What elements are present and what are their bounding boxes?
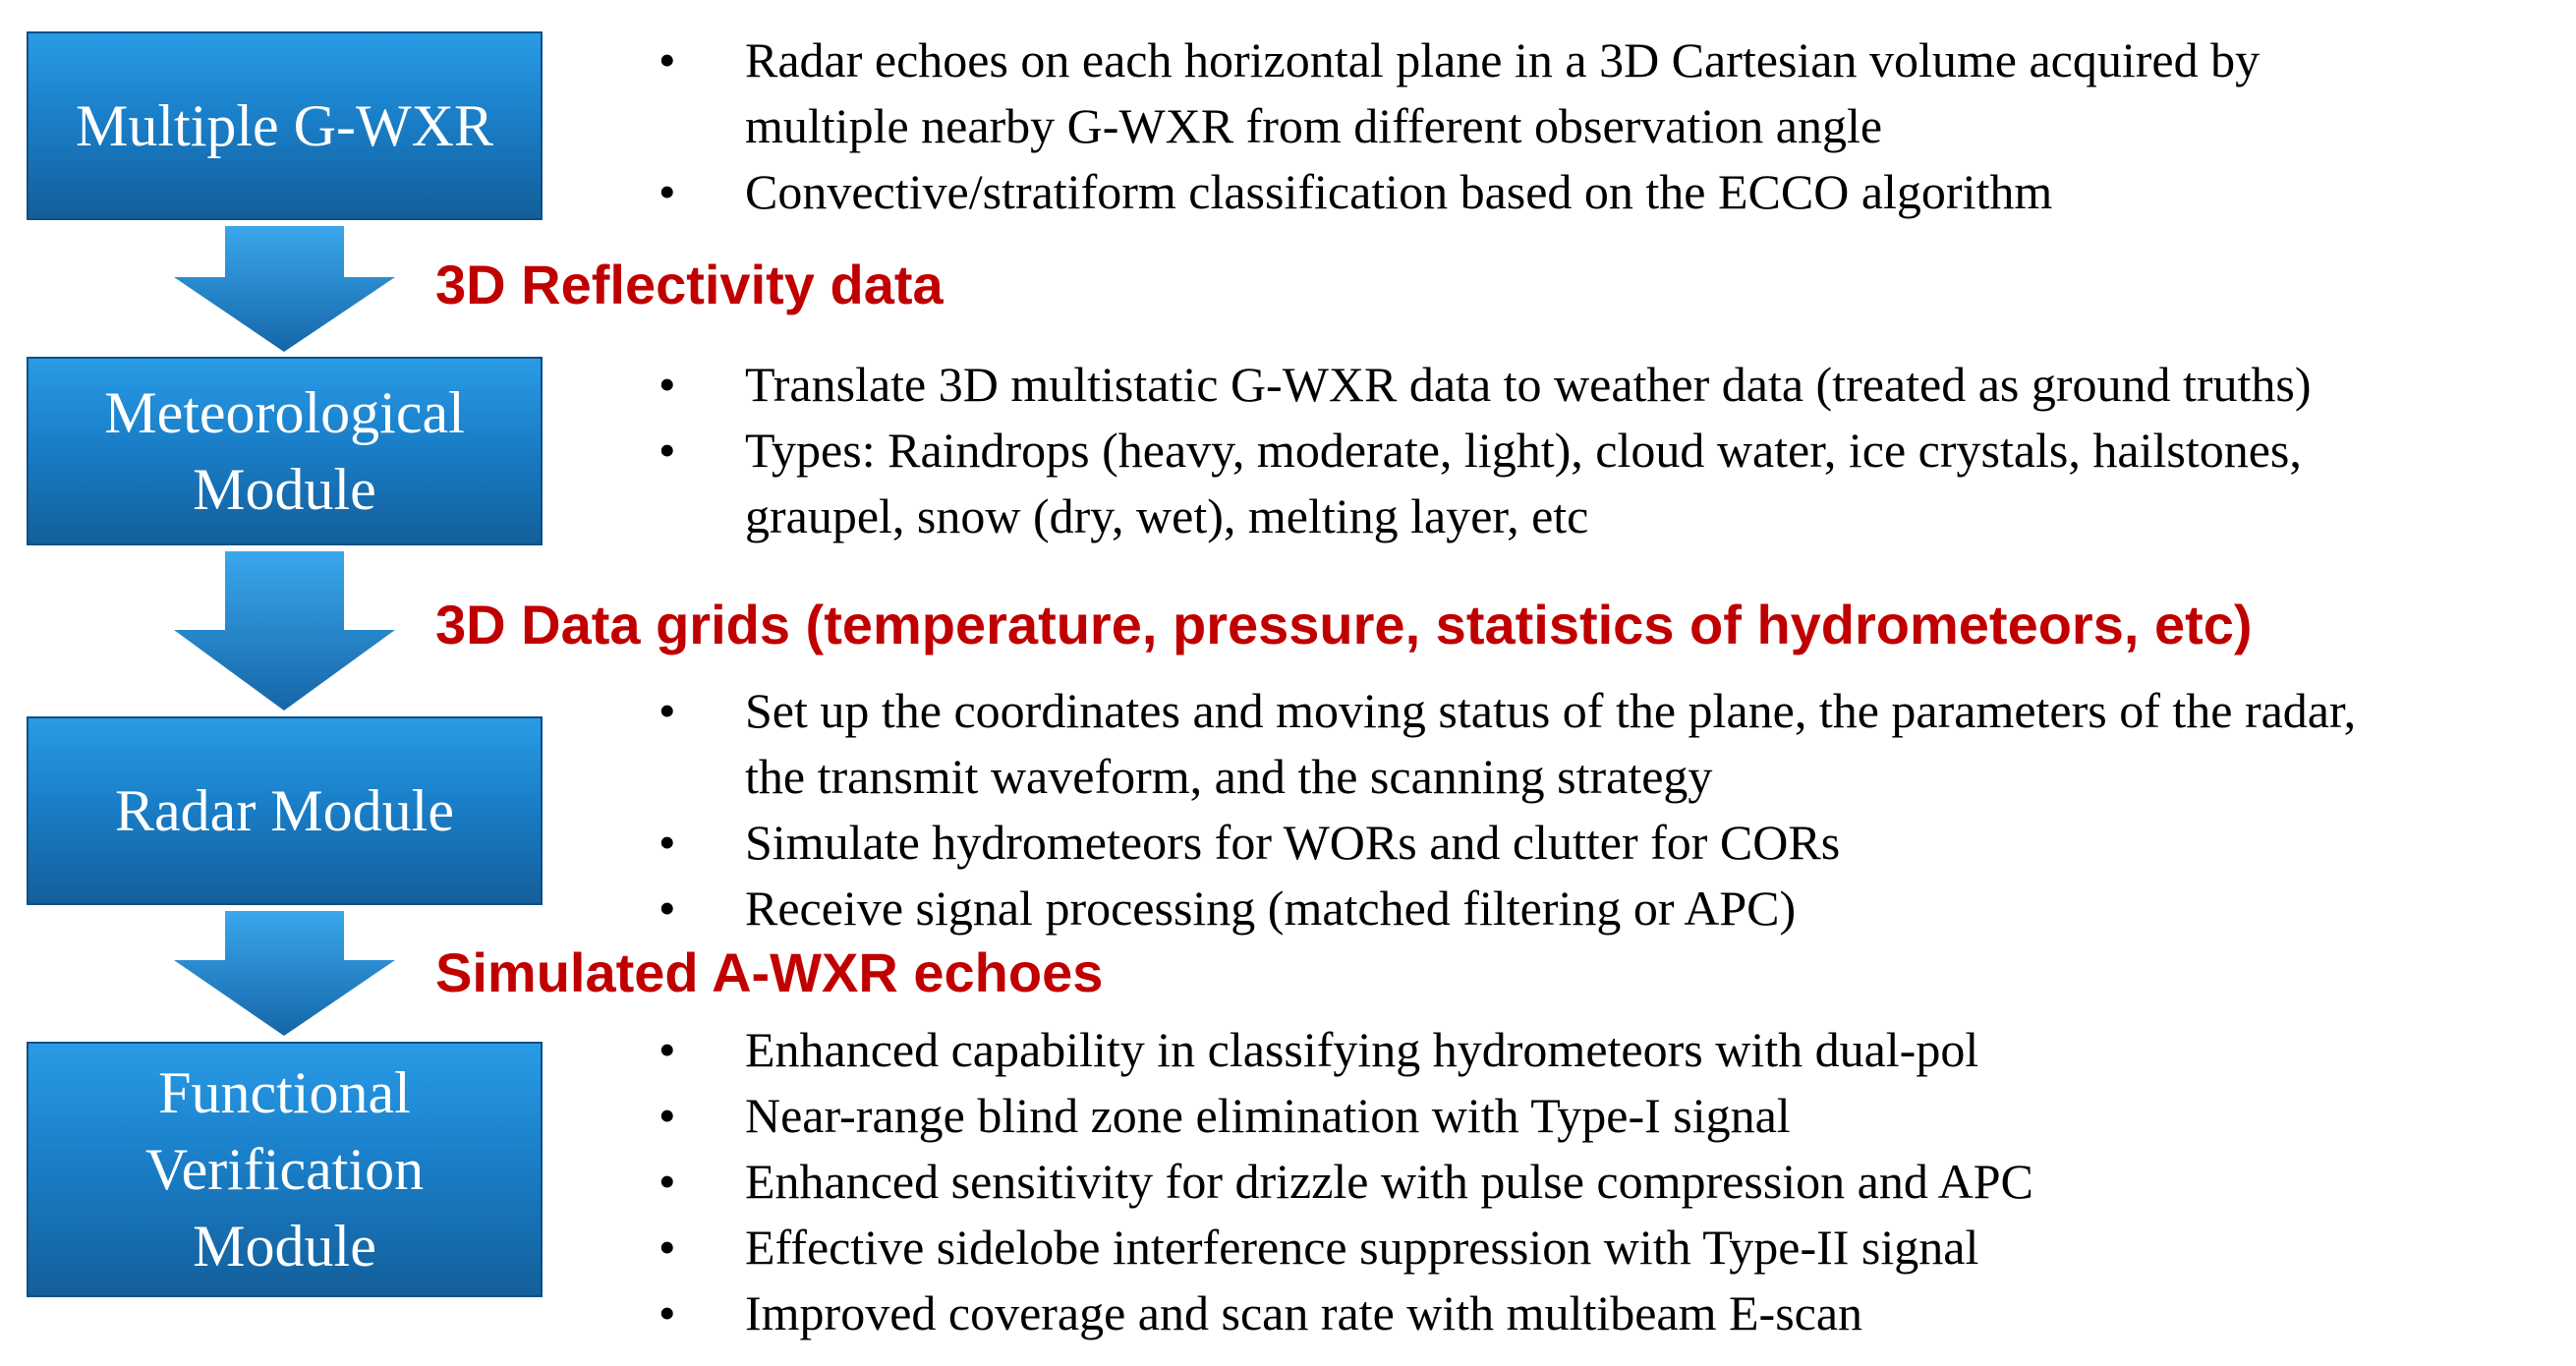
list-item: • Enhanced capability in classifying hydrometeors with dual-pol	[658, 1017, 2033, 1083]
description-list-meteorological	[658, 352, 2312, 549]
module-label-line: Module	[193, 1214, 376, 1279]
module-multiple-gwxr	[27, 31, 543, 220]
module-functional-verification	[27, 1042, 543, 1297]
list-item: • Simulate hydrometeors for WORs and clutter for CORs	[658, 810, 2356, 876]
list-item: • Enhanced sensitivity for drizzle with pulse compression and APC	[658, 1149, 2033, 1215]
module-label-line: Multiple G-WXR	[76, 93, 493, 158]
module-label-line: Verification	[144, 1137, 425, 1202]
list-item: • Receive signal processing (matched filtering or APC)	[658, 876, 2356, 941]
module-meteorological	[27, 357, 543, 545]
down-arrow-icon	[174, 911, 395, 1036]
list-item: • Radar echoes on each horizontal plane in a 3D Cartesian volume acquired by multiple nearby G-WXR from different observation angle	[658, 28, 2260, 159]
transition-label-data-grids: 3D Data grids (temperature, pressure, statistics of hydrometeors, etc)	[435, 594, 2253, 655]
list-item: • Translate 3D multistatic G-WXR data to weather data (treated as ground truths)	[658, 352, 2312, 418]
description-list-verification	[658, 1017, 2033, 1346]
list-item: • Convective/stratiform classification based on the ECCO algorithm	[658, 159, 2260, 225]
module-radar	[27, 716, 543, 905]
list-item: • Types: Raindrops (heavy, moderate, light), cloud water, ice crystals, hailstones, graupel, snow (dry, wet), melting layer, etc	[658, 418, 2312, 549]
module-label-line: Functional	[158, 1060, 411, 1125]
module-label-line: Meteorological	[104, 380, 465, 445]
list-item: • Improved coverage and scan rate with multibeam E-scan	[658, 1281, 2033, 1346]
transition-label-awxr-echoes: Simulated A-WXR echoes	[435, 941, 1104, 1003]
description-list-radar	[658, 678, 2356, 941]
list-item: • Set up the coordinates and moving status of the plane, the parameters of the radar, the transmit waveform, and the scanning strategy	[658, 678, 2356, 810]
description-list-gwxr	[658, 28, 2260, 225]
list-item: • Effective sidelobe interference suppression with Type-II signal	[658, 1215, 2033, 1281]
down-arrow-icon	[174, 551, 395, 711]
module-label-line: Radar Module	[115, 778, 454, 843]
transition-label-reflectivity: 3D Reflectivity data	[435, 254, 944, 315]
list-item: • Near-range blind zone elimination with Type-I signal	[658, 1083, 2033, 1149]
down-arrow-icon	[174, 226, 395, 352]
module-label-line: Module	[193, 457, 376, 522]
